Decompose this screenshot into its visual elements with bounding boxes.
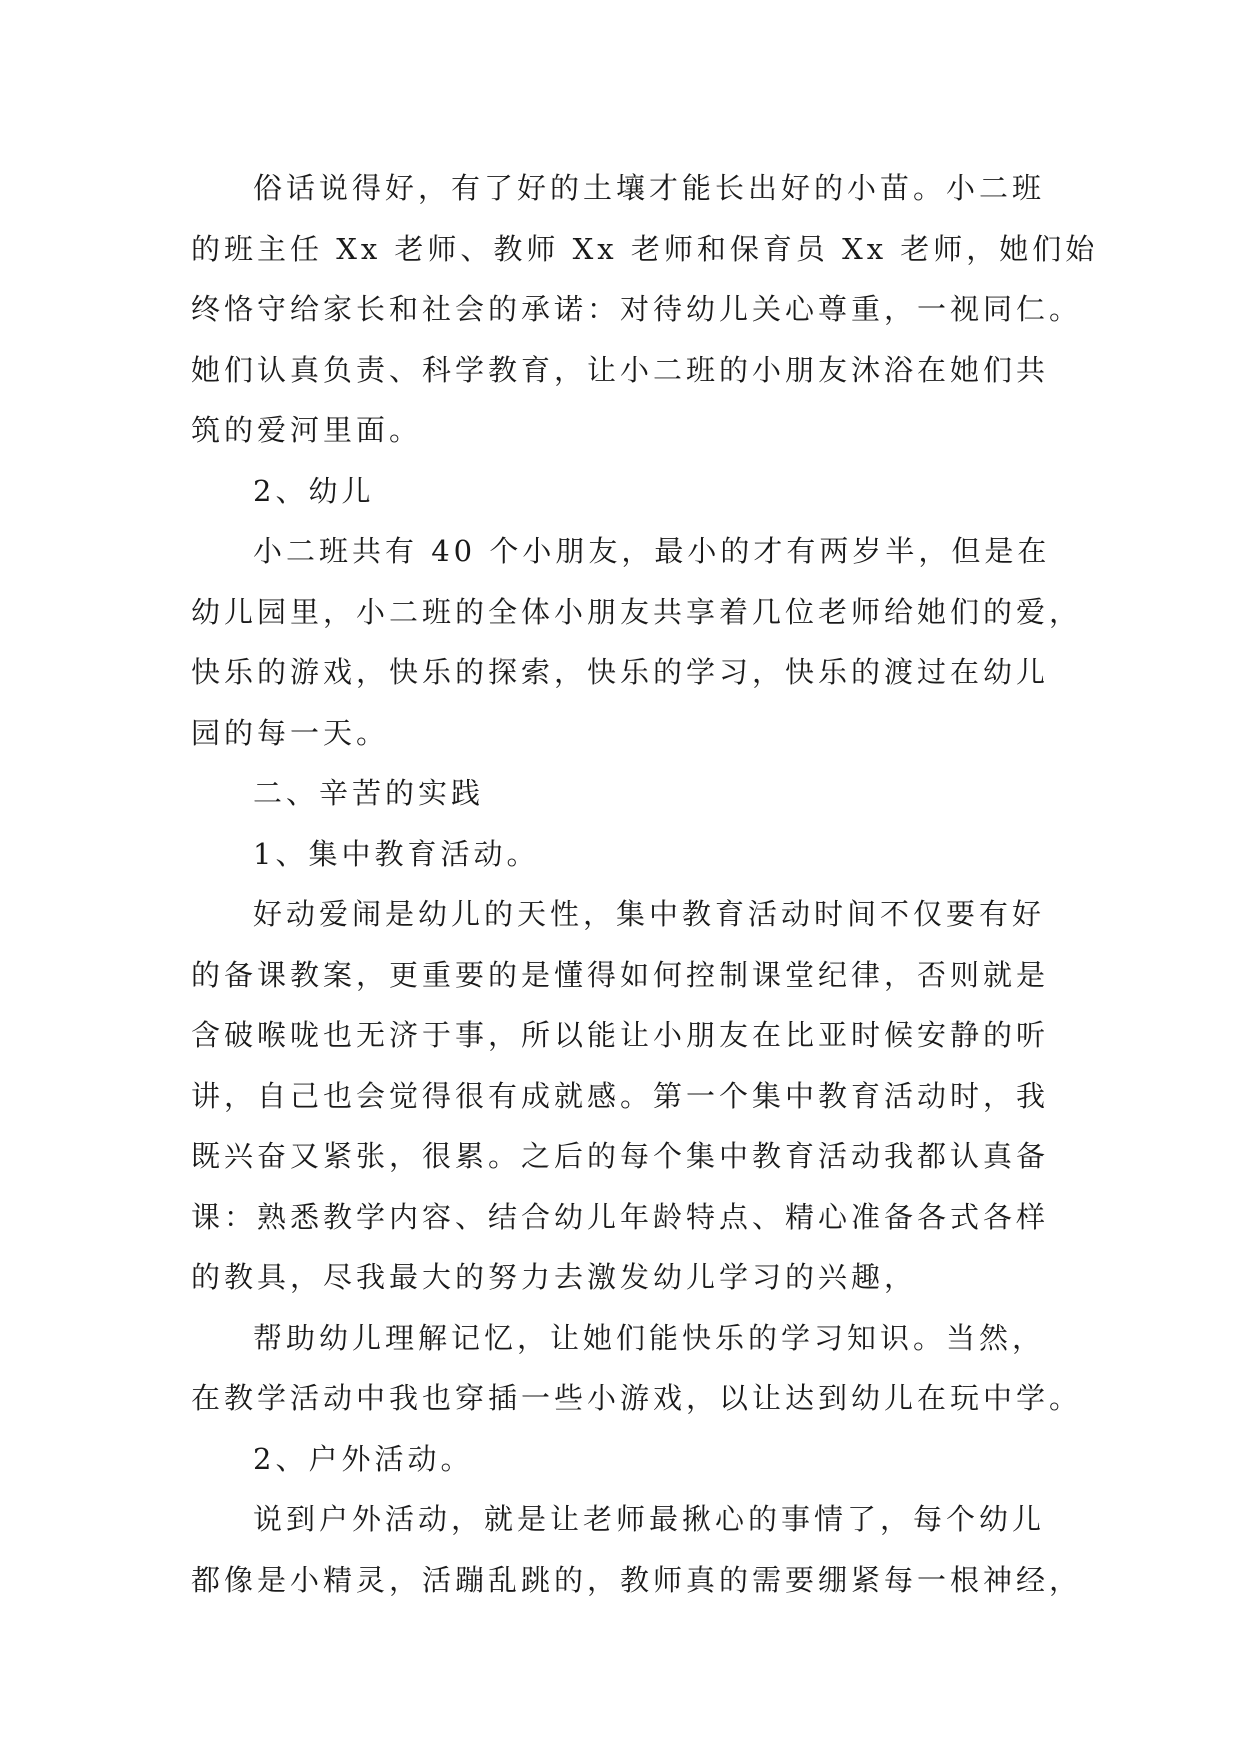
section-heading: 2、户外活动。 bbox=[253, 1441, 474, 1476]
text-line: 园的每一天。 bbox=[191, 715, 390, 750]
document-body bbox=[191, 158, 1099, 1610]
text-line: 课：熟悉教学内容、结合幼儿年龄特点、精心准备各式各样 bbox=[191, 1199, 1050, 1234]
text-line: 既兴奋又紧张，很累。之后的每个集中教育活动我都认真备 bbox=[191, 1139, 1050, 1173]
text-line: 幼儿园里，小二班的全体小朋友共享着几位老师给她们的爱， bbox=[191, 594, 1083, 629]
text-line: 讲，自己也会觉得很有成就感。第一个集中教育活动时，我 bbox=[191, 1078, 1050, 1113]
text-line: 帮助幼儿理解记忆，让她们能快乐的学习知识。当然， bbox=[253, 1320, 1046, 1355]
text-line: 的班主任 Xx 老师、教师 Xx 老师和保育员 Xx 老师，她们始 bbox=[191, 231, 1099, 266]
text-line: 都像是小精灵，活蹦乱跳的，教师真的需要绷紧每一根神经， bbox=[191, 1562, 1083, 1597]
text-line: 终恪守给家长和社会的承诺：对待幼儿关心尊重，一视同仁。 bbox=[191, 292, 1083, 326]
text-line: 她们认真负责、科学教育，让小二班的小朋友沐浴在她们共 bbox=[191, 352, 1050, 387]
section-heading: 2、幼儿 bbox=[253, 473, 375, 508]
text-line: 俗话说得好，有了好的土壤才能长出好的小苗。小二班 bbox=[253, 171, 1046, 205]
text-line: 好动爱闹是幼儿的天性，集中教育活动时间不仅要有好 bbox=[253, 897, 1046, 931]
text-line: 的教具，尽我最大的努力去激发幼儿学习的兴趣， bbox=[191, 1260, 918, 1294]
text-line: 快乐的游戏，快乐的探索，快乐的学习，快乐的渡过在幼儿 bbox=[191, 655, 1050, 689]
text-line: 的备课教案，更重要的是懂得如何控制课堂纪律，否则就是 bbox=[191, 957, 1050, 992]
text-line: 筑的爱河里面。 bbox=[191, 413, 423, 447]
text-line: 小二班共有 40 个小朋友，最小的才有两岁半，但是在 bbox=[253, 534, 1051, 568]
text-line: 含破喉咙也无济于事，所以能让小朋友在比亚时候安静的听 bbox=[191, 1018, 1050, 1052]
section-heading: 二、辛苦的实践 bbox=[253, 776, 485, 810]
text-line: 说到户外活动，就是让老师最揪心的事情了，每个幼儿 bbox=[253, 1502, 1046, 1536]
section-heading: 1、集中教育活动。 bbox=[253, 836, 540, 871]
text-line: 在教学活动中我也穿插一些小游戏，以让达到幼儿在玩中学。 bbox=[191, 1381, 1083, 1415]
